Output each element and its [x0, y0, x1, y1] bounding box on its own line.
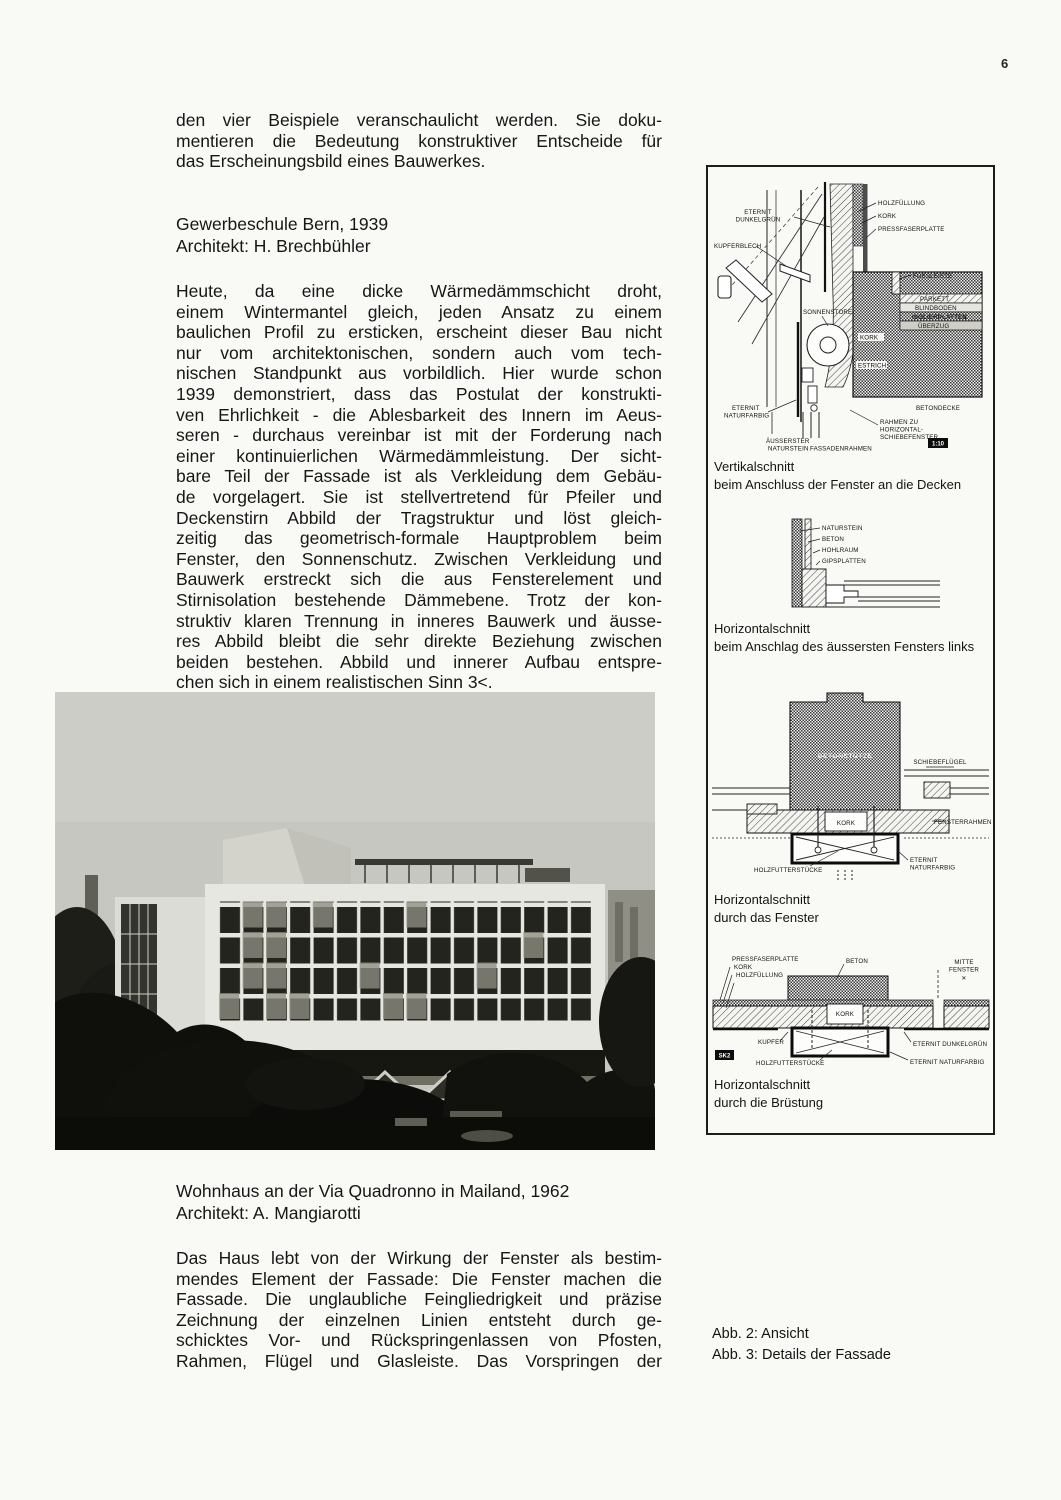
label: HOLZFÜLLUNG — [736, 972, 784, 979]
text-line: Bauwerk erstreckt sich die aus Fensterelement und — [176, 569, 662, 590]
text-line: struktiv klaren Trennung in inneres Bauwerk und äusse- — [176, 610, 662, 631]
label: BETONDECKE — [916, 405, 961, 412]
label: KORK — [878, 213, 897, 220]
text-line: beiden bestehen. Abbild und innerer Aufbau entspre- — [176, 651, 662, 672]
label: ETERNIT — [744, 209, 772, 216]
text-line: zeitig das geometrisch-formale Hauptproblem beim — [176, 528, 662, 549]
text-line: de vorgelagert. Sie ist stellvertretend für Pfeiler und — [176, 486, 662, 507]
label: HORIZONTAL- — [880, 426, 924, 434]
caption-horizontalschnitt-anschlag: Horizontalschnitt beim Anschlag des äussersten Fensters links — [714, 621, 975, 654]
label: ÜBERZUG — [918, 323, 950, 330]
text-line: mendes Element der Fassade: Die Fenster machen die — [176, 1268, 662, 1289]
text-line: das Erscheinungsbild eines Bauwerkes. — [176, 151, 486, 172]
text-line: einem Wintermantel gleich, jeden Ansatz zu einem — [176, 301, 662, 322]
center-mark: ✕ — [961, 975, 967, 982]
label: RAHMEN ZU — [880, 419, 919, 426]
text-line: einer kontinuierlichen Wärmedämmleistung. Der sicht- — [176, 445, 662, 466]
label: FENSTERRAHMEN — [934, 819, 992, 826]
detail-badge: SK2 — [718, 1053, 731, 1060]
label: SCHIEBEFLÜGEL — [913, 759, 967, 766]
label: DUNKELGRÜN — [735, 216, 781, 224]
text-line: Rahmen, Flügel und Glasleiste. Das Vorspringen der — [176, 1350, 662, 1371]
section-geometry — [792, 519, 940, 607]
text-line: nischen Standpunkt aus vorbildlich. Hier wurde schon — [176, 363, 662, 384]
text-line: den vier Beispiele veranschaulicht werden. Sie doku- — [176, 110, 662, 130]
label: ÄUSSERSTER — [766, 438, 810, 445]
label: ISOLIERPLATTEN — [912, 314, 967, 321]
drawing-horizontalschnitt-fenster — [708, 688, 994, 886]
label: KORK — [734, 964, 753, 971]
building-photo-gewerbeschule — [55, 692, 655, 1150]
caption-horizontalschnitt-bruestung: Horizontalschnitt durch die Brüstung — [714, 1077, 824, 1110]
text-line: 1939 demonstriert, dass das Postulat der konstrukti- — [176, 383, 662, 404]
label: KUPFER — [758, 1039, 784, 1046]
section-geometry — [712, 693, 989, 882]
figure-caption-abb2: Abb. 2: Ansicht — [712, 1326, 809, 1342]
label: SONNENSTORE — [803, 309, 853, 316]
label: SCHIEBEFENSTER — [880, 434, 939, 441]
text-line: schicktes Vor- und Rückspringenlassen von Pfosten, — [176, 1330, 662, 1351]
building-title: Gewerbeschule Bern, 1939 — [176, 214, 389, 234]
text-line: baulichen Profil zu ersticken, erscheint dieser Bau nicht — [176, 322, 662, 343]
text-line: Stirnisolation bestehende Dämmebene. Trotz der kon- — [176, 589, 662, 610]
text-line: seren - durchaus vereinbar ist mit der Forderung nach — [176, 425, 662, 446]
section-heading-gewerbeschule — [176, 213, 662, 257]
label: FASSADENRAHMEN — [810, 445, 872, 453]
text-line: Fassade. Die unglaubliche Feingliedrigkeit und präzise — [176, 1289, 662, 1310]
label: KORK — [835, 1011, 855, 1018]
architect-line: Architekt: H. Brechbühler — [176, 236, 371, 256]
label: ESTRICH — [858, 362, 887, 370]
text-line: Heute, da eine dicke Wärmedämmschicht droht, — [176, 281, 662, 301]
label: ETERNIT — [910, 857, 938, 864]
architect-line: Architekt: A. Mangiarotti — [176, 1203, 361, 1223]
roof-pergola — [355, 859, 533, 865]
section-heading-wohnhaus — [176, 1180, 662, 1224]
label: NATURSTEIN — [822, 525, 863, 532]
text-line: bare Teil der Fassade ist als Verkleidung dem Gebäu- — [176, 466, 662, 487]
main-paragraph — [176, 281, 662, 693]
text-line: Deckenstirn Abbild der Tragstruktur und löst gleich- — [176, 507, 662, 528]
label: GIPSPLATTEN — [822, 558, 866, 565]
label: KUPFERBLECH — [714, 243, 762, 250]
label: HOLZFUTTERSTÜCKE — [754, 867, 823, 874]
label: NATURFARBIG — [724, 412, 770, 420]
label: HOHLRAUM — [822, 547, 859, 554]
label: MITTE — [954, 959, 974, 966]
label: ETERNIT — [732, 405, 760, 412]
label: NATURFARBIG — [910, 864, 956, 872]
scale-badge: 1:10 — [931, 441, 945, 448]
label: HOLZFUTTERSTÜCKE — [756, 1060, 825, 1067]
label: BETON — [822, 536, 844, 543]
text-line: mentieren die Bedeutung konstruktiver Entscheide für — [176, 130, 662, 151]
drawing-horizontalschnitt-anschlag — [780, 515, 980, 615]
label: FENSTER — [949, 966, 979, 974]
label: HOLZFÜLLUNG — [878, 200, 926, 207]
label: PRESSFASERPLATTE — [878, 226, 945, 233]
page-number: 6 — [1001, 56, 1009, 71]
drawing-horizontalschnitt-bruestung — [708, 950, 994, 1074]
figure-caption-abb3: Abb. 3: Details der Fassade — [712, 1347, 891, 1363]
text-line: Zeichnung der einzelnen Linien entsteht durch ge- — [176, 1309, 662, 1330]
label: PRESSFASERPLATTE — [732, 956, 799, 963]
text-line: chen sich in einem realistischen Sinn 3<. — [176, 672, 493, 693]
label: ETERNIT DUNKELGRÜN — [913, 1041, 988, 1048]
text-line: nur vom architektonischen, sondern auch vom tech- — [176, 342, 662, 363]
label: KORK — [836, 820, 856, 827]
label: FUSSLEISTE — [913, 273, 953, 280]
label: KORK — [860, 334, 879, 342]
label: ETERNIT NATURFARBIG — [910, 1059, 985, 1066]
label: BETONSTÜTZE — [817, 753, 873, 760]
closing-paragraph — [176, 1248, 662, 1372]
text-line: Das Haus lebt von der Wirkung der Fenster als bestim- — [176, 1248, 662, 1268]
label: BLINDBODEN — [915, 305, 957, 312]
label: PARKETT — [920, 296, 950, 303]
caption-vertikalschnitt: Vertikalschnitt beim Anschluss der Fenster an die Decken — [714, 459, 962, 492]
building-title: Wohnhaus an der Via Quadronno in Mailand, 1962 — [176, 1181, 570, 1201]
text-line: Fenster, den Sonnenschutz. Zwischen Verkleidung und — [176, 548, 662, 569]
drawing-vertikalschnitt — [710, 172, 992, 455]
label: NATURSTEIN — [768, 445, 809, 453]
text-line: ven Ehrlichkeit - die Ablesbarkeit des Innern im Aeus- — [176, 404, 662, 425]
intro-paragraph — [176, 110, 662, 172]
caption-horizontalschnitt-fenster: Horizontalschnitt durch das Fenster — [714, 892, 819, 925]
text-line: res Abbild bleibt die sehr direkte Beziehung zwischen — [176, 631, 662, 652]
label: BETON — [846, 958, 868, 965]
